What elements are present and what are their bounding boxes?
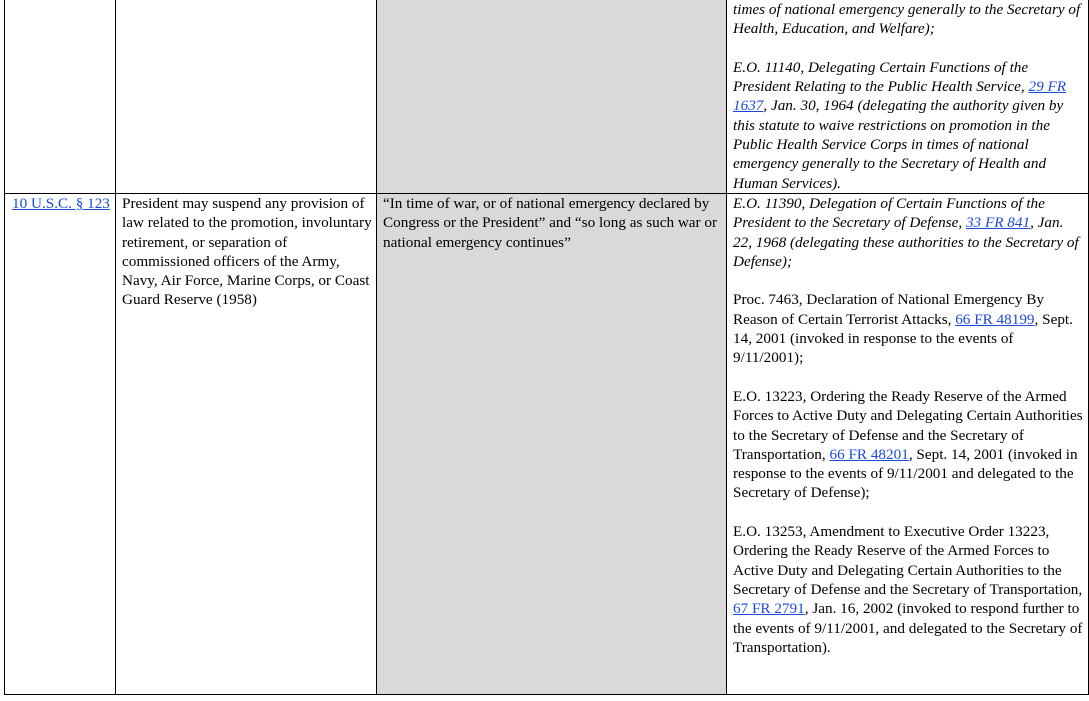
action-entry <box>733 290 1084 367</box>
trigger-cell <box>377 0 727 193</box>
action-text: , Jan. 30, 1964 (delegating the authority given by this statute to waive restrictions on promotion in the Public Health Service Corps in times of national emergency generally to the Secretary of Health and Human Services). <box>733 97 1064 192</box>
federal-register-link[interactable]: 66 FR 48201 <box>829 445 909 463</box>
citation-cell <box>5 193 116 694</box>
trigger-text: “In time of war, or of national emergency declared by Congress or the President” and “so long as such war or national emergency continues” <box>383 194 718 251</box>
federal-register-link[interactable]: 67 FR 2791 <box>733 600 805 618</box>
federal-register-link[interactable]: 66 FR 48199 <box>955 310 1035 328</box>
citation-cell <box>5 0 116 193</box>
action-entry <box>733 0 1084 39</box>
actions-cell <box>727 193 1089 694</box>
action-text: times of national emergency generally to the Secretary of Health, Education, and Welfare); <box>733 1 1081 38</box>
description-cell <box>116 0 377 193</box>
description-cell <box>116 193 377 694</box>
action-text: E.O. 11390, Delegation of Certain Functions of the President to the Secretary of Defense, <box>733 194 1045 232</box>
action-text: , Jan. 16, 2002 (invoked to respond further to the events of 9/11/2001, and delegated to the Secretary of Transportation). <box>733 600 1083 656</box>
action-text: , Jan. 22, 1968 (delegating these authorities to the Secretary of Defense); <box>733 214 1079 270</box>
federal-register-link[interactable]: 29 FR 1637 <box>733 78 1067 115</box>
action-text: E.O. 13253, Amendment to Executive Order 13223, Ordering the Ready Reserve of the Armed Forces to Active Duty and Delegating Certain Authorities to the Secretary of Defense and the Secretary of Transportation, <box>733 523 1083 598</box>
action-text: , Sept. 14, 2001 (invoked in response to the events of 9/11/2001 and delegated to the Secretary of Defense); <box>733 445 1078 502</box>
action-entry <box>733 387 1084 503</box>
federal-register-link[interactable]: 33 FR 841 <box>965 214 1031 232</box>
authorities-table <box>4 0 1089 695</box>
action-text: E.O. 11140, Delegating Certain Functions of the President Relating to the Public Health Service, <box>733 58 1029 96</box>
action-entry <box>733 522 1084 657</box>
table-row <box>5 193 1089 694</box>
action-entry <box>733 194 1084 271</box>
actions-cell <box>727 0 1089 193</box>
usc-citation-link[interactable]: 10 U.S.C. § 123 <box>12 194 110 212</box>
action-text: E.O. 13223, Ordering the Ready Reserve of the Armed Forces to Active Duty and Delegating Certain Authorities to the Secretary of Defense and the Secretary of Transportation, <box>733 387 1083 463</box>
table-row <box>5 0 1089 193</box>
description-text: President may suspend any provision of law related to the promotion, involuntary retirement, or separation of commissioned officers of the Army, Navy, Air Force, Marine Corps, or Coast Guard Reserve (1958) <box>122 194 372 309</box>
trigger-cell <box>377 193 727 694</box>
action-entry <box>733 58 1084 193</box>
action-text: , Sept. 14, 2001 (invoked in response to the events of 9/11/2001); <box>733 310 1073 367</box>
action-text: Proc. 7463, Declaration of National Emergency By Reason of Certain Terrorist Attacks, <box>733 291 1044 328</box>
